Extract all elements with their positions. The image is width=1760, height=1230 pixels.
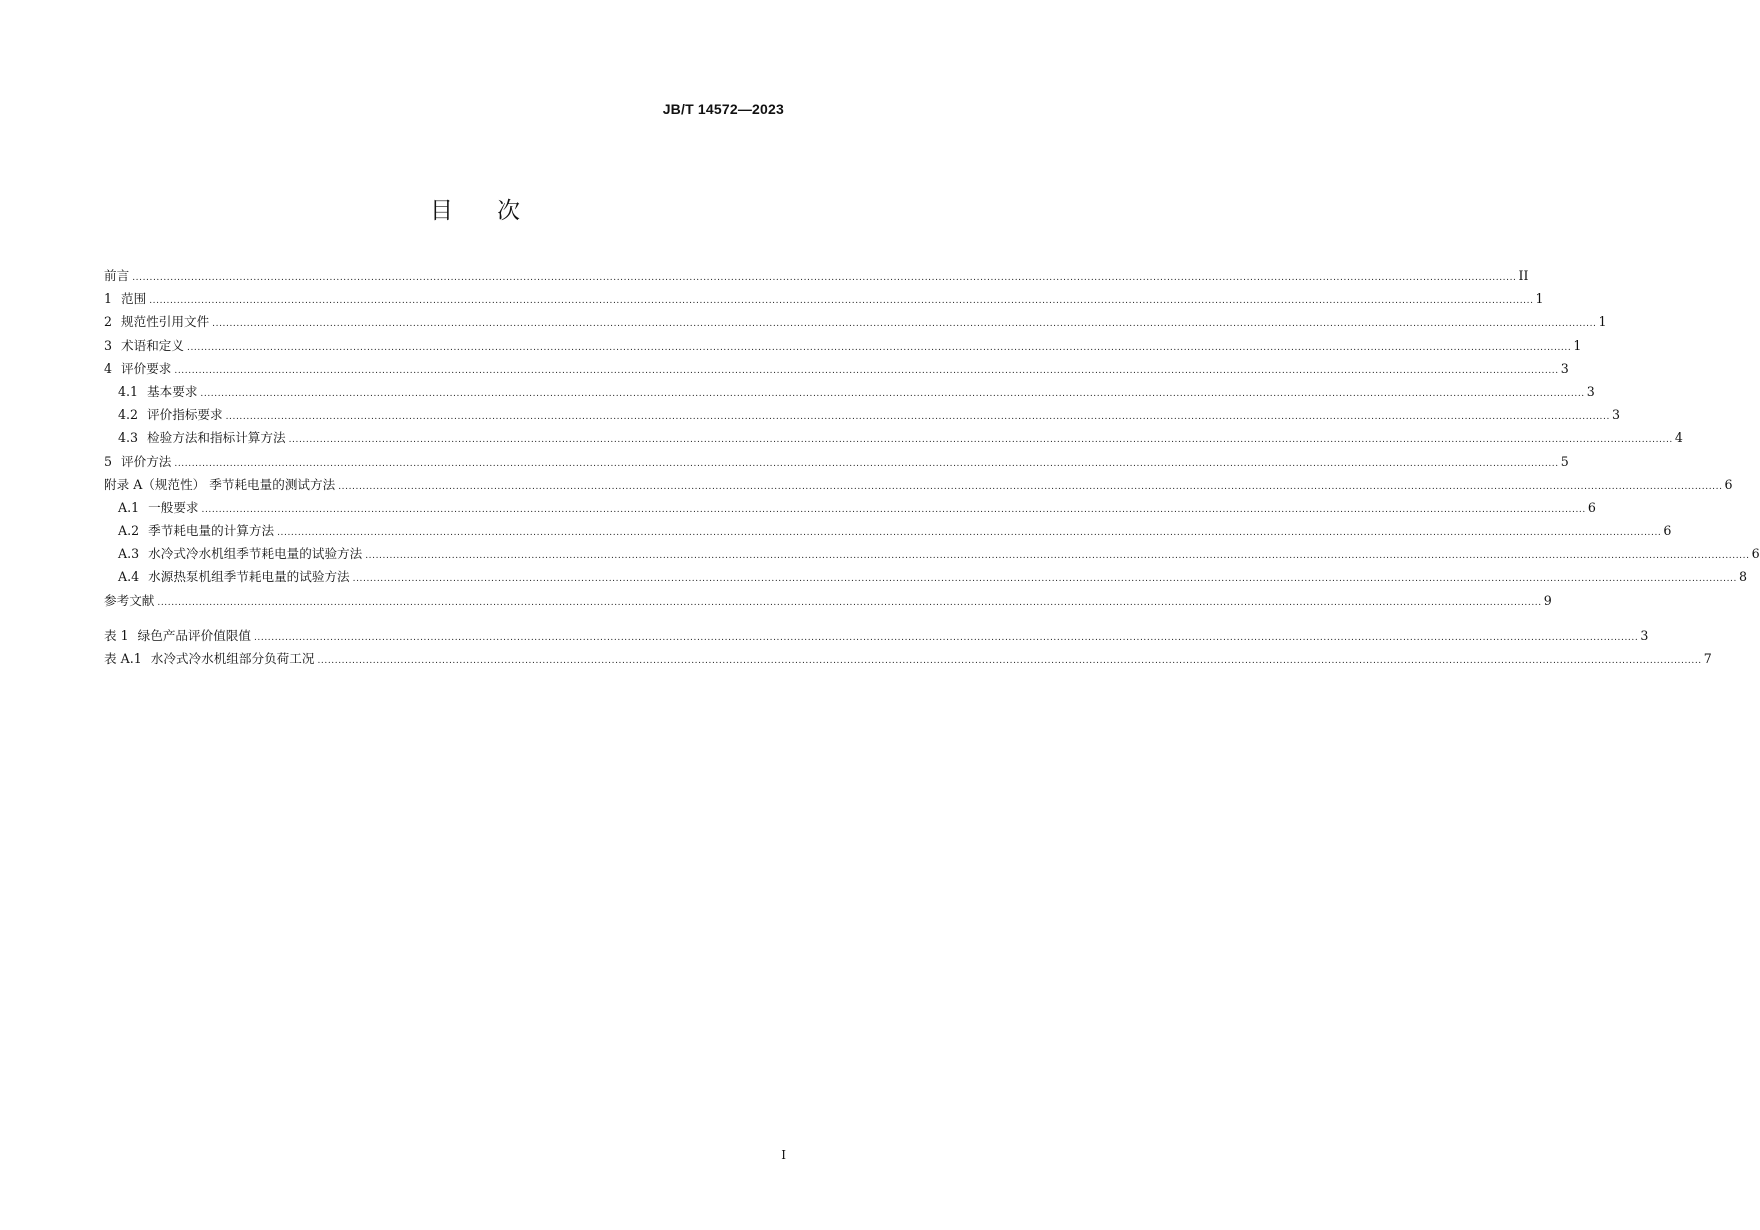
toc-entry-label: [104, 357, 171, 380]
toc-leader-dots: ................................................................................................................................................................................................................................................................................................................................................................................................................: [212, 319, 1597, 330]
toc-leader-dots: ................................................................................................................................................................................................................................................................................................................................................................................................................: [174, 458, 1559, 469]
toc-entry[interactable]: [104, 264, 1529, 287]
toc-leader-dots: ................................................................................................................................................................................................................................................................................................................................................................................................................: [186, 342, 1572, 353]
table-of-contents: [104, 264, 1760, 670]
toc-entry-text: 评价要求: [121, 360, 172, 376]
toc-entry-text: 一般要求: [148, 499, 199, 515]
toc-entry-number: 3: [104, 337, 113, 353]
toc-entry-page: 1: [1573, 337, 1582, 353]
toc-entry-number: 1: [104, 291, 113, 307]
toc-entry-page: 6: [1724, 476, 1733, 492]
toc-entry-text: 规范性引用文件: [121, 314, 210, 330]
toc-entry[interactable]: [104, 287, 1544, 310]
toc-entry-text: 附录 A（规范性） 季节耗电量的测试方法: [104, 476, 336, 492]
toc-entry-page: 8: [1738, 569, 1747, 585]
toc-entry[interactable]: [104, 310, 1607, 333]
toc-entry-number: A.4: [118, 569, 140, 585]
toc-leader-dots: ................................................................................................................................................................................................................................................................................................................................................................................................................: [201, 504, 1586, 515]
toc-entry[interactable]: [104, 450, 1569, 473]
toc-entry-label: [118, 403, 223, 426]
toc-entry-page: 1: [1535, 291, 1544, 307]
toc-entry-label: [118, 426, 286, 449]
toc-entry[interactable]: [104, 542, 1760, 565]
toc-entry-label: [104, 334, 184, 357]
toc-leader-dots: ................................................................................................................................................................................................................................................................................................................................................................................................................: [277, 528, 1662, 539]
std-code: JB/T 14572—2023: [662, 101, 784, 117]
toc-leader-dots: ................................................................................................................................................................................................................................................................................................................................................................................................................: [253, 632, 1639, 643]
tables-toc-entries: [104, 624, 1712, 670]
toc-leader-dots: ................................................................................................................................................................................................................................................................................................................................................................................................................: [132, 273, 1517, 283]
toc-entry-page: 6: [1587, 499, 1596, 515]
toc-entry-label: [118, 496, 199, 519]
toc-entry-number: 4.3: [118, 430, 139, 446]
toc-entry[interactable]: [104, 380, 1595, 403]
toc-leader-dots: ................................................................................................................................................................................................................................................................................................................................................................................................................: [338, 481, 1723, 492]
toc-entry[interactable]: [104, 624, 1649, 647]
toc-entry-text: 参考文献: [104, 592, 155, 608]
toc-entry-number: 4: [104, 360, 113, 376]
toc-entry-text: 基本要求: [147, 383, 198, 399]
toc-entry-text: 检验方法和指标计算方法: [147, 430, 286, 446]
toc-entry-page: 6: [1663, 523, 1672, 539]
toc-entry-label: [118, 542, 362, 565]
toc-entry[interactable]: [104, 647, 1712, 670]
toc-entry-number: A.2: [118, 523, 140, 539]
toc-entry[interactable]: [104, 426, 1683, 449]
toc-entry-label: [104, 310, 209, 333]
toc-entry-label: [104, 624, 251, 647]
toc-entry-label: [104, 450, 171, 473]
toc-entry-text: 评价方法: [121, 453, 172, 469]
toc-entry-label: [104, 647, 314, 670]
toc-entry-text: 评价指标要求: [147, 407, 223, 423]
toc-leader-dots: ................................................................................................................................................................................................................................................................................................................................................................................................................: [352, 574, 1737, 585]
toc-entry-page: 3: [1640, 627, 1649, 643]
page-number: I: [781, 1148, 786, 1162]
toc-entry-number: 表 A.1: [104, 651, 142, 666]
toc-leader-dots: ................................................................................................................................................................................................................................................................................................................................................................................................................: [365, 551, 1750, 562]
toc-entry[interactable]: [104, 496, 1596, 519]
toc-entries: [104, 264, 1760, 612]
toc-entry-page: 1: [1598, 314, 1607, 330]
toc-entry-page: 6: [1751, 546, 1760, 562]
toc-entry-number: 4.1: [118, 383, 139, 399]
toc-entry[interactable]: [104, 473, 1733, 496]
toc-entry-text: 术语和定义: [121, 337, 184, 353]
toc-entry[interactable]: [104, 565, 1747, 588]
toc-entry-label: [104, 473, 335, 496]
toc-entry-page: 7: [1703, 651, 1712, 666]
toc-entry-text: 水冷式冷水机组季节耗电量的试验方法: [148, 546, 363, 562]
toc-entry-label: [104, 287, 146, 310]
toc-entry-label: [118, 565, 350, 588]
toc-entry-number: A.1: [118, 499, 140, 515]
toc-entry-text: 季节耗电量的计算方法: [148, 523, 275, 539]
toc-entry-page: 3: [1560, 360, 1569, 376]
toc-entry[interactable]: [104, 403, 1620, 426]
toc-entry-label: [118, 380, 197, 403]
toc-entry-label: [118, 519, 274, 542]
toc-entry[interactable]: [104, 519, 1672, 542]
toc-entry-number: 5: [104, 453, 113, 469]
toc-leader-dots: ................................................................................................................................................................................................................................................................................................................................................................................................................: [225, 412, 1610, 423]
toc-entry-text: 前言: [104, 268, 130, 283]
toc-leader-dots: ................................................................................................................................................................................................................................................................................................................................................................................................................: [200, 388, 1585, 399]
toc-leader-dots: ................................................................................................................................................................................................................................................................................................................................................................................................................: [149, 296, 1534, 307]
toc-entry-number: 4.2: [118, 407, 139, 423]
toc-entry-number: 2: [104, 314, 113, 330]
toc-leader-dots: ................................................................................................................................................................................................................................................................................................................................................................................................................: [317, 656, 1702, 666]
toc-entry-number: 表 1: [104, 627, 129, 643]
page-title: 目次: [430, 198, 564, 224]
toc-entry[interactable]: [104, 334, 1582, 357]
toc-entry-page: 3: [1586, 383, 1595, 399]
toc-leader-dots: ................................................................................................................................................................................................................................................................................................................................................................................................................: [157, 597, 1542, 608]
toc-entry-page: 9: [1543, 592, 1552, 608]
toc-entry-page: 4: [1674, 430, 1683, 446]
toc-leader-dots: ................................................................................................................................................................................................................................................................................................................................................................................................................: [288, 435, 1673, 446]
toc-entry[interactable]: [104, 589, 1552, 612]
toc-entry[interactable]: [104, 357, 1569, 380]
toc-entry-text: 范围: [121, 291, 147, 307]
toc-entry-page: 5: [1560, 453, 1569, 469]
toc-entry-page: II: [1518, 268, 1529, 283]
toc-entry-label: [104, 264, 129, 287]
toc-entry-number: A.3: [118, 546, 140, 562]
toc-entry-page: 3: [1611, 407, 1620, 423]
toc-entry-text: 水源热泵机组季节耗电量的试验方法: [148, 569, 350, 585]
toc-entry-text: 水冷式冷水机组部分负荷工况: [150, 651, 315, 666]
toc-entry-label: [104, 589, 154, 612]
toc-entry-text: 绿色产品评价值限值: [137, 627, 251, 643]
toc-leader-dots: ................................................................................................................................................................................................................................................................................................................................................................................................................: [174, 365, 1559, 376]
